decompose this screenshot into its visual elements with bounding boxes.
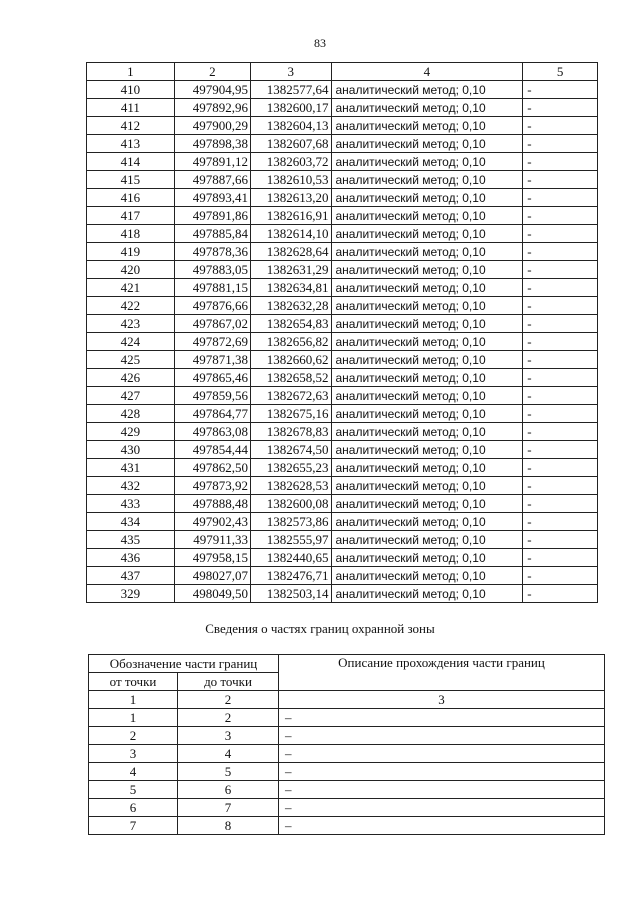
point-number: 418 [87,225,175,243]
coord-x: 498049,50 [174,585,250,603]
coord-y: 1382656,82 [251,333,331,351]
note: - [523,459,598,477]
to-point: 6 [178,781,279,799]
coord-y: 1382577,64 [251,81,331,99]
point-number: 437 [87,567,175,585]
page-number: 83 [314,36,326,50]
coord-x: 497881,15 [174,279,250,297]
table-row [87,243,598,261]
note: - [523,387,598,405]
table-row [87,297,598,315]
note: - [523,531,598,549]
coord-x: 497871,38 [174,351,250,369]
to-point: 5 [178,763,279,781]
accuracy-method: аналитический метод; 0,10 [331,207,523,225]
coord-y: 1382603,72 [251,153,331,171]
point-number: 435 [87,531,175,549]
point-number: 410 [87,81,175,99]
coordinates-table [86,62,598,603]
coord-y: 1382440,65 [251,549,331,567]
boundary-parts-table [88,654,605,835]
accuracy-method: аналитический метод; 0,10 [331,171,523,189]
accuracy-method: аналитический метод; 0,10 [331,243,523,261]
from-point: 1 [89,709,178,727]
coord-x: 497863,08 [174,423,250,441]
note: - [523,261,598,279]
table-row [89,817,605,835]
table-row [87,279,598,297]
header-col-1: 1 [87,63,175,81]
point-number: 422 [87,297,175,315]
table-row [89,709,605,727]
coord-x: 497864,77 [174,405,250,423]
note: - [523,99,598,117]
point-number: 430 [87,441,175,459]
coord-y: 1382672,63 [251,387,331,405]
coord-y: 1382610,53 [251,171,331,189]
coord-y: 1382628,53 [251,477,331,495]
section-caption: Сведения о частях границ охранной зоны [205,621,435,636]
coord-x: 497885,84 [174,225,250,243]
table-row [87,495,598,513]
from-point: 3 [89,745,178,763]
coord-y: 1382675,16 [251,405,331,423]
from-point: 7 [89,817,178,835]
point-number: 414 [87,153,175,171]
coord-x: 497911,33 [174,531,250,549]
boundary-description: – [279,781,605,799]
table-row [87,261,598,279]
coord-x: 497891,12 [174,153,250,171]
accuracy-method: аналитический метод; 0,10 [331,279,523,297]
coord-y: 1382658,52 [251,369,331,387]
accuracy-method: аналитический метод; 0,10 [331,423,523,441]
coord-x: 497867,02 [174,315,250,333]
coord-x: 497859,56 [174,387,250,405]
note: - [523,117,598,135]
coord-x: 497888,48 [174,495,250,513]
point-number: 420 [87,261,175,279]
note: - [523,369,598,387]
point-number: 415 [87,171,175,189]
accuracy-method: аналитический метод; 0,10 [331,531,523,549]
table-row [87,369,598,387]
accuracy-method: аналитический метод; 0,10 [331,297,523,315]
coord-y: 1382614,10 [251,225,331,243]
table-row [87,171,598,189]
coord-x: 497902,43 [174,513,250,531]
accuracy-method: аналитический метод; 0,10 [331,351,523,369]
point-number: 416 [87,189,175,207]
point-number: 426 [87,369,175,387]
note: - [523,477,598,495]
note: - [523,189,598,207]
boundary-header-row-1 [89,655,605,673]
accuracy-method: аналитический метод; 0,10 [331,477,523,495]
note: - [523,423,598,441]
header-from-point: от точки [89,673,178,691]
note: - [523,207,598,225]
table-row [87,117,598,135]
point-number: 431 [87,459,175,477]
coord-x: 497893,41 [174,189,250,207]
boundary-description: – [279,817,605,835]
to-point: 2 [178,709,279,727]
coord-y: 1382655,23 [251,459,331,477]
from-point: 6 [89,799,178,817]
note: - [523,549,598,567]
table-row [87,441,598,459]
coord-y: 1382613,20 [251,189,331,207]
table-row [87,567,598,585]
table-row [87,189,598,207]
coord-x: 497898,38 [174,135,250,153]
numbering-col-3: 3 [279,691,605,709]
from-point: 5 [89,781,178,799]
coord-x: 497904,95 [174,81,250,99]
coord-y: 1382600,17 [251,99,331,117]
coord-y: 1382604,13 [251,117,331,135]
note: - [523,315,598,333]
accuracy-method: аналитический метод; 0,10 [331,135,523,153]
coord-y: 1382607,68 [251,135,331,153]
accuracy-method: аналитический метод; 0,10 [331,387,523,405]
coord-y: 1382632,28 [251,297,331,315]
note: - [523,135,598,153]
coord-y: 1382476,71 [251,567,331,585]
accuracy-method: аналитический метод; 0,10 [331,549,523,567]
accuracy-method: аналитический метод; 0,10 [331,369,523,387]
coord-x: 497900,29 [174,117,250,135]
point-number: 429 [87,423,175,441]
note: - [523,153,598,171]
point-number: 423 [87,315,175,333]
table-row [87,99,598,117]
coord-x: 497892,96 [174,99,250,117]
header-col-3: 3 [251,63,331,81]
point-number: 424 [87,333,175,351]
note: - [523,333,598,351]
coord-y: 1382678,83 [251,423,331,441]
note: - [523,279,598,297]
point-number: 413 [87,135,175,153]
coord-x: 497891,86 [174,207,250,225]
accuracy-method: аналитический метод; 0,10 [331,585,523,603]
table-row [87,207,598,225]
header-boundary-designation: Обозначение части границ [89,655,279,673]
boundary-description: – [279,763,605,781]
header-col-4: 4 [331,63,523,81]
table-row [89,727,605,745]
accuracy-method: аналитический метод; 0,10 [331,225,523,243]
note: - [523,81,598,99]
accuracy-method: аналитический метод; 0,10 [331,189,523,207]
boundary-description: – [279,727,605,745]
note: - [523,171,598,189]
table-row [87,585,598,603]
point-number: 411 [87,99,175,117]
accuracy-method: аналитический метод; 0,10 [331,153,523,171]
header-to-point: до точки [178,673,279,691]
header-boundary-description: Описание прохождения части границ [279,655,605,691]
numbering-col-1: 1 [89,691,178,709]
point-number: 428 [87,405,175,423]
table-row [87,387,598,405]
table-row [87,531,598,549]
table-row [89,781,605,799]
coord-y: 1382600,08 [251,495,331,513]
accuracy-method: аналитический метод; 0,10 [331,513,523,531]
table-row [87,225,598,243]
coord-y: 1382628,64 [251,243,331,261]
table-row [87,351,598,369]
accuracy-method: аналитический метод; 0,10 [331,333,523,351]
from-point: 2 [89,727,178,745]
accuracy-method: аналитический метод; 0,10 [331,495,523,513]
note: - [523,495,598,513]
coord-y: 1382631,29 [251,261,331,279]
accuracy-method: аналитический метод; 0,10 [331,261,523,279]
accuracy-method: аналитический метод; 0,10 [331,405,523,423]
table-row [87,315,598,333]
coord-y: 1382634,81 [251,279,331,297]
note: - [523,297,598,315]
coord-x: 497878,36 [174,243,250,261]
point-number: 425 [87,351,175,369]
point-number: 427 [87,387,175,405]
coord-y: 1382654,83 [251,315,331,333]
boundary-numbering-row [89,691,605,709]
table-row [87,477,598,495]
table-row [87,81,598,99]
table-row [87,135,598,153]
coord-y: 1382616,91 [251,207,331,225]
coord-x: 498027,07 [174,567,250,585]
note: - [523,513,598,531]
boundary-description: – [279,799,605,817]
coord-x: 497854,44 [174,441,250,459]
coord-y: 1382573,86 [251,513,331,531]
point-number: 329 [87,585,175,603]
point-number: 419 [87,243,175,261]
point-number: 432 [87,477,175,495]
point-number: 436 [87,549,175,567]
coord-x: 497958,15 [174,549,250,567]
boundary-description: – [279,745,605,763]
coord-x: 497887,66 [174,171,250,189]
note: - [523,441,598,459]
numbering-col-2: 2 [178,691,279,709]
coord-y: 1382660,62 [251,351,331,369]
to-point: 4 [178,745,279,763]
coord-y: 1382555,97 [251,531,331,549]
note: - [523,243,598,261]
note: - [523,351,598,369]
table-row [89,745,605,763]
table-row [87,513,598,531]
coord-x: 497862,50 [174,459,250,477]
coord-y: 1382503,14 [251,585,331,603]
table-row [87,423,598,441]
note: - [523,567,598,585]
coord-x: 497883,05 [174,261,250,279]
note: - [523,225,598,243]
coord-y: 1382674,50 [251,441,331,459]
point-number: 417 [87,207,175,225]
coord-x: 497876,66 [174,297,250,315]
table-row [89,763,605,781]
table-row [89,799,605,817]
table-row [87,459,598,477]
coord-x: 497872,69 [174,333,250,351]
accuracy-method: аналитический метод; 0,10 [331,459,523,477]
coord-x: 497865,46 [174,369,250,387]
to-point: 3 [178,727,279,745]
accuracy-method: аналитический метод; 0,10 [331,81,523,99]
accuracy-method: аналитический метод; 0,10 [331,99,523,117]
boundary-description: – [279,709,605,727]
accuracy-method: аналитический метод; 0,10 [331,117,523,135]
from-point: 4 [89,763,178,781]
coordinates-table-header [87,63,598,81]
accuracy-method: аналитический метод; 0,10 [331,567,523,585]
table-row [87,153,598,171]
to-point: 8 [178,817,279,835]
header-col-2: 2 [174,63,250,81]
note: - [523,405,598,423]
point-number: 433 [87,495,175,513]
to-point: 7 [178,799,279,817]
coord-x: 497873,92 [174,477,250,495]
header-col-5: 5 [523,63,598,81]
table-row [87,333,598,351]
table-row [87,549,598,567]
note: - [523,585,598,603]
accuracy-method: аналитический метод; 0,10 [331,441,523,459]
point-number: 412 [87,117,175,135]
accuracy-method: аналитический метод; 0,10 [331,315,523,333]
table-row [87,405,598,423]
point-number: 421 [87,279,175,297]
point-number: 434 [87,513,175,531]
